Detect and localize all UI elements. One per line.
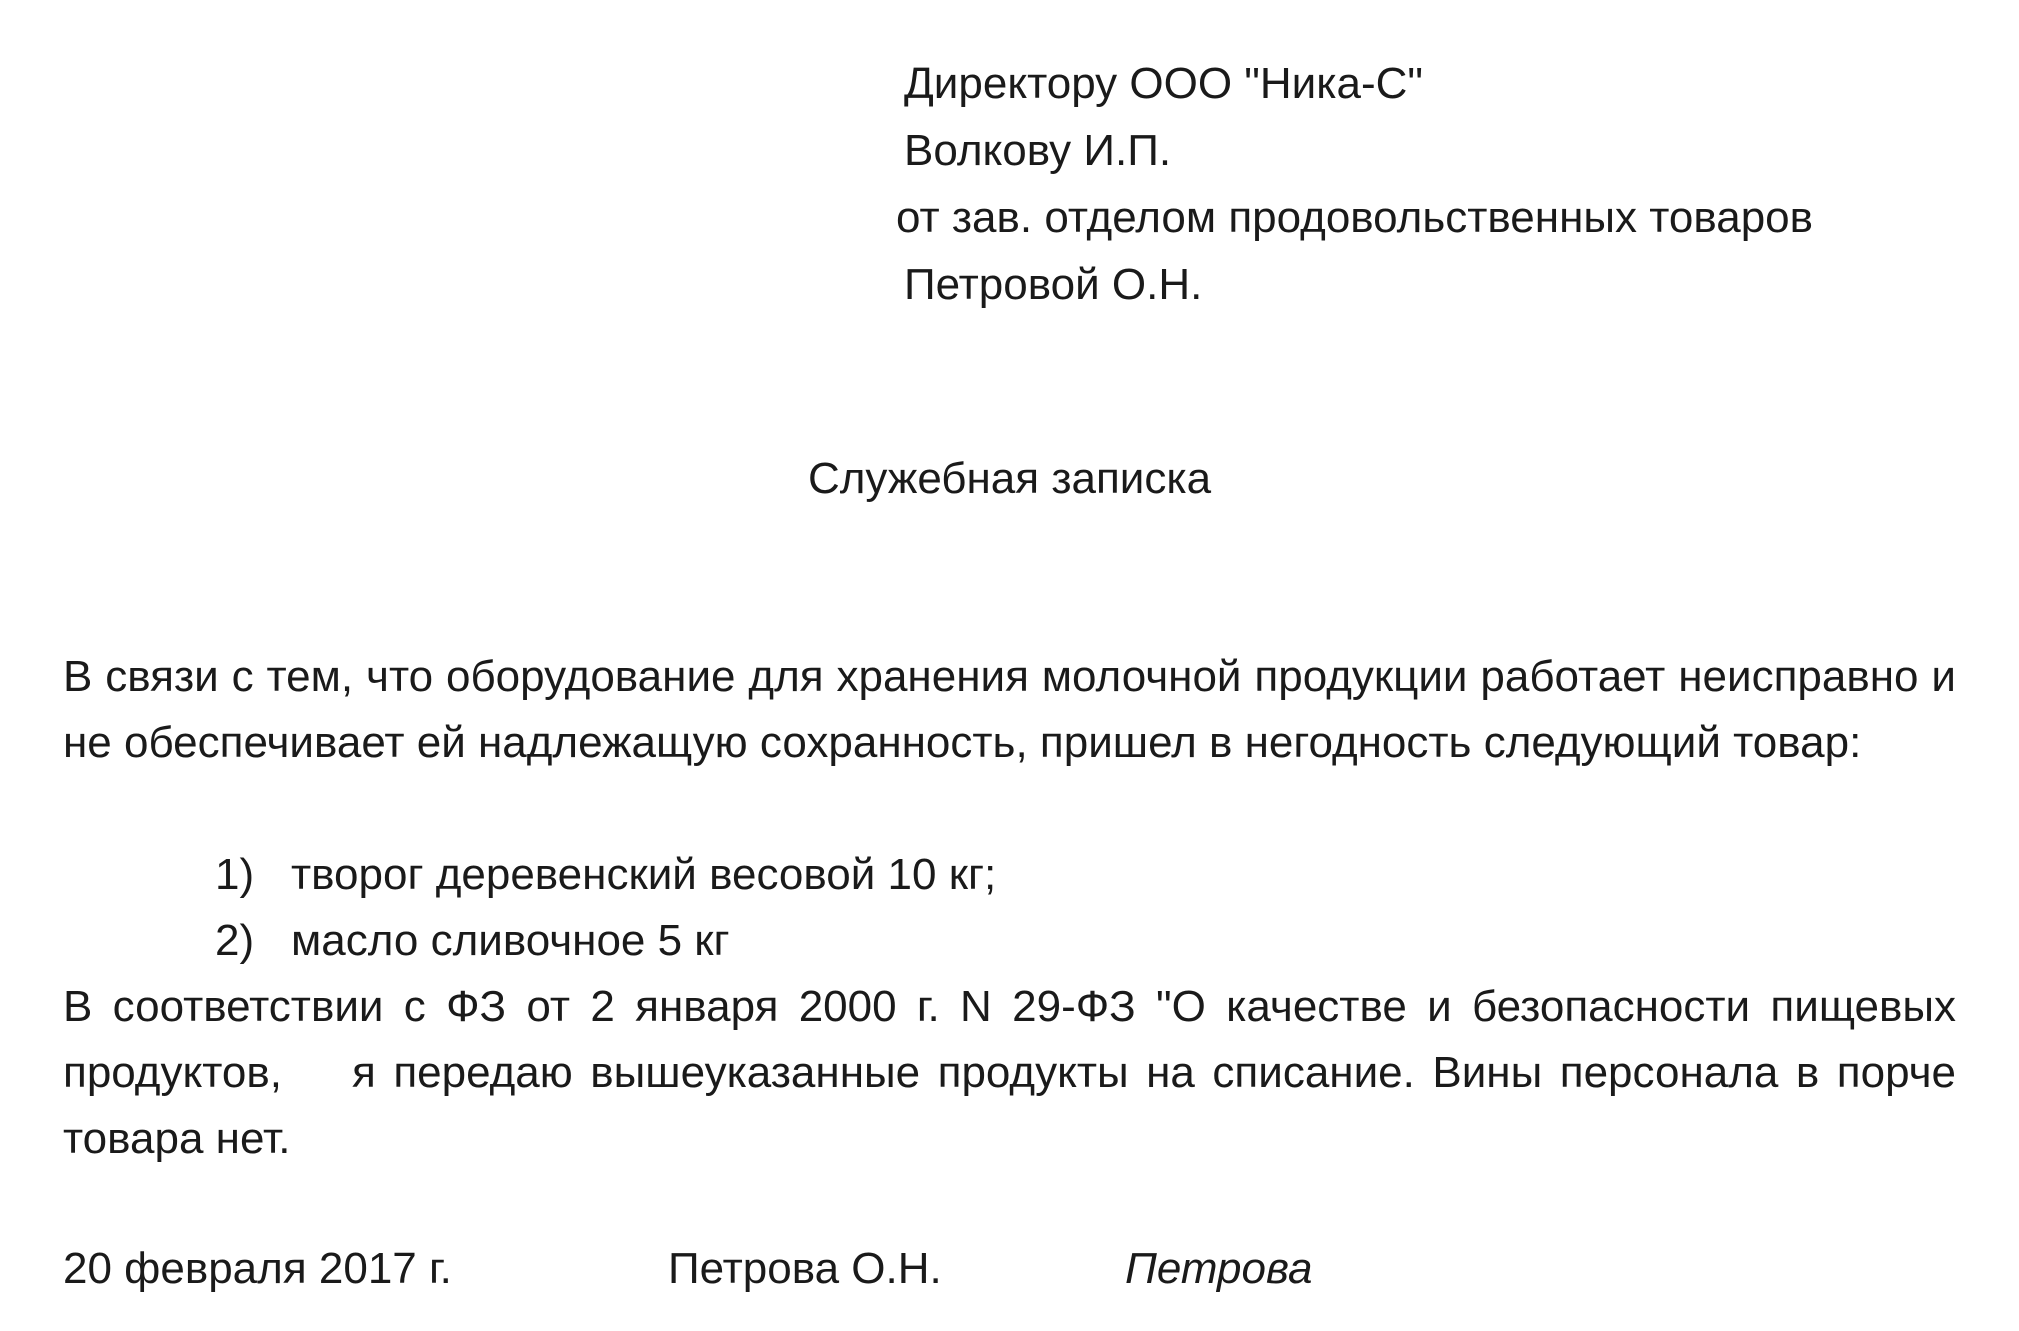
- handwritten-signature: Петрова: [1125, 1244, 1313, 1293]
- signature-date: 20 февраля 2017 г.: [63, 1244, 452, 1293]
- list-item-number: 1): [215, 850, 255, 899]
- document-title-text: Служебная записка: [807, 454, 1212, 503]
- addressee-name-line: Волкову И.П.: [904, 126, 1172, 175]
- addressee-director-line: Директору ООО "Ника-С": [904, 59, 1423, 108]
- signer-name: Петрова О.Н.: [668, 1244, 942, 1293]
- sender-name-line: Петровой О.Н.: [904, 260, 1203, 309]
- document-title: [0, 449, 2019, 509]
- list-item-text: творог деревенский весовой 10 кг;: [291, 850, 997, 899]
- signature-row: [63, 1236, 1763, 1302]
- sender-position-line: от зав. отделом продовольственных товаров: [896, 193, 1814, 242]
- list-item-number: 2): [215, 916, 255, 965]
- paragraph-conclusion: В соответствии с ФЗ от 2 января 2000 г. N 29-ФЗ "О качестве и безопасности пищевых продуктов, я передаю вышеуказанные продукты на списание. Вины персонала в порче товара нет.: [63, 982, 1969, 1163]
- paragraph-intro: В связи с тем, что оборудование для хранения молочной продукции работает неисправно и не обеспечивает ей надлежащую сохранность, пришел в негодность следующий товар:: [63, 652, 1956, 767]
- addressee-block: [896, 50, 1814, 318]
- goods-list: [215, 842, 996, 974]
- list-item: [215, 908, 996, 974]
- list-item: [215, 842, 996, 908]
- list-item-text: масло сливочное 5 кг: [291, 916, 730, 965]
